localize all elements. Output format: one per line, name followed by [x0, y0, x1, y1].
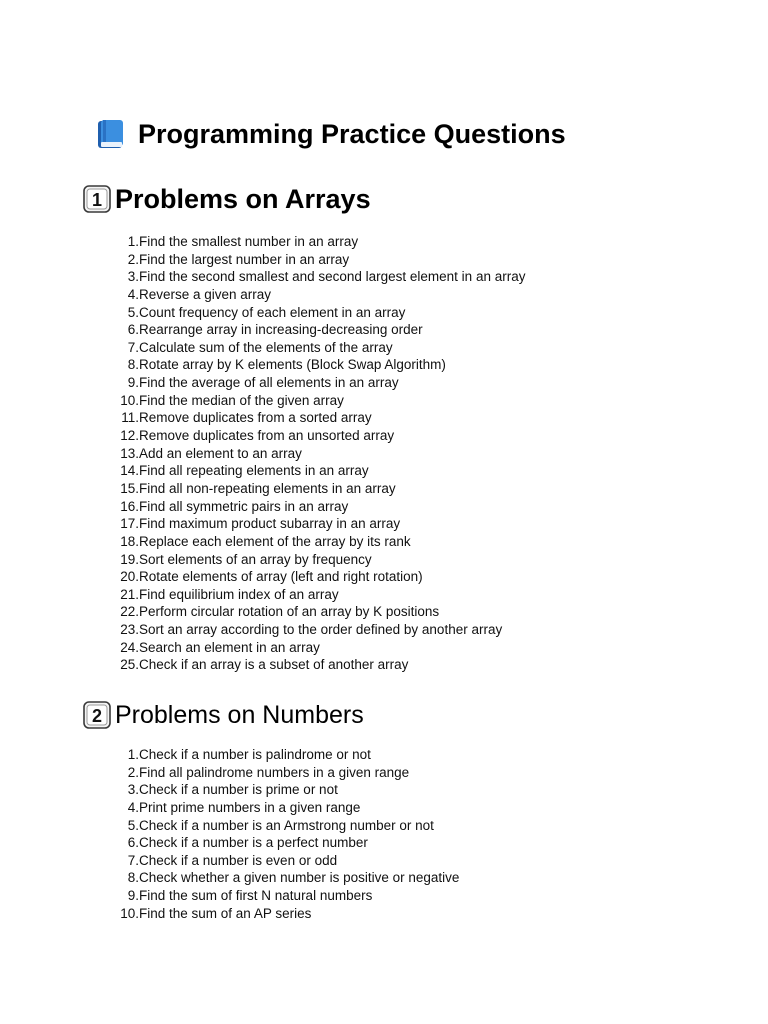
list-item-text: Find all repeating elements in an array	[139, 463, 369, 479]
list-item-number: 2.	[127, 764, 139, 780]
list-item-number: 24.	[120, 639, 139, 655]
list-item-number: 17.	[120, 516, 139, 532]
list-item-number: 12.	[120, 428, 139, 444]
blue-book-icon	[96, 118, 126, 150]
numbers-question-list	[112, 746, 459, 922]
list-item-text: Find the median of the given array	[139, 392, 344, 408]
list-item-number: 5.	[127, 817, 139, 833]
keycap-number: 1	[91, 190, 103, 210]
list-item-number: 13.	[120, 445, 139, 461]
list-item-text: Rotate elements of array (left and right rotation)	[139, 569, 423, 585]
list-item-number: 3.	[127, 782, 139, 798]
list-item-number: 11.	[121, 410, 139, 426]
list-item	[112, 551, 525, 569]
list-item	[112, 286, 525, 304]
list-item-number: 1.	[127, 747, 139, 762]
list-item	[112, 603, 525, 621]
list-item	[112, 905, 459, 923]
document-title	[96, 114, 566, 154]
list-item	[112, 339, 525, 357]
list-item	[112, 304, 525, 322]
list-item-number: 4.	[127, 799, 139, 815]
list-item-number: 6.	[127, 322, 139, 338]
list-item-number: 10.	[120, 392, 139, 408]
list-item-text: Remove duplicates from an unsorted array	[139, 428, 395, 444]
list-item-text: Find the sum of first N natural numbers	[139, 888, 373, 904]
list-item	[112, 321, 525, 339]
list-item-text: Reverse a given array	[139, 286, 272, 302]
section-heading-text: Problems on Numbers	[115, 700, 364, 729]
list-item	[112, 233, 525, 251]
list-item	[112, 869, 459, 887]
list-item-text: Find the largest number in an array	[139, 251, 350, 267]
list-item	[112, 887, 459, 905]
keycap-1-icon	[83, 185, 111, 213]
list-item-text: Find all symmetric pairs in an array	[139, 498, 349, 514]
list-item-text: Check if a number is even or odd	[139, 852, 338, 868]
list-item-text: Sort an array according to the order defined by another array	[139, 622, 503, 638]
list-item	[112, 764, 459, 782]
section-heading-arrays	[83, 180, 371, 218]
list-item-text: Search an element in an array	[139, 639, 320, 655]
list-item-number: 15.	[120, 480, 139, 496]
list-item-text: Remove duplicates from a sorted array	[139, 410, 372, 426]
list-item-text: Check if a number is an Armstrong number or not	[139, 817, 434, 833]
document-title-text: Programming Practice Questions	[138, 118, 566, 149]
list-item-number: 9.	[127, 375, 139, 391]
list-item-number: 8.	[127, 357, 139, 373]
list-item	[112, 533, 525, 551]
list-item-text: Check if a number is prime or not	[139, 782, 338, 798]
list-item-text: Find equilibrium index of an array	[139, 586, 339, 602]
list-item-number: 7.	[127, 339, 139, 355]
list-item-number: 3.	[127, 269, 139, 285]
list-item	[112, 568, 525, 586]
keycap-2-icon	[83, 701, 111, 729]
list-item	[112, 781, 459, 799]
list-item-text: Perform circular rotation of an array by K positions	[139, 604, 440, 620]
list-item	[112, 427, 525, 445]
list-item	[112, 852, 459, 870]
list-item-number: 2.	[127, 251, 139, 267]
list-item	[112, 621, 525, 639]
list-item	[112, 480, 525, 498]
list-item-number: 8.	[127, 870, 139, 886]
list-item-number: 1.	[127, 234, 139, 249]
list-item-text: Check if a number is a perfect number	[139, 835, 368, 851]
list-item	[112, 746, 459, 764]
list-item-number: 4.	[127, 286, 139, 302]
list-item-number: 19.	[120, 551, 139, 567]
list-item-number: 7.	[127, 852, 139, 868]
list-item-text: Check if a number is palindrome or not	[139, 747, 371, 762]
list-item-number: 14.	[120, 463, 139, 479]
keycap-number: 2	[91, 706, 103, 726]
list-item	[112, 445, 525, 463]
list-item-number: 6.	[127, 835, 139, 851]
list-item-text: Add an element to an array	[139, 445, 302, 461]
list-item	[112, 374, 525, 392]
list-item	[112, 356, 525, 374]
arrays-question-list	[112, 233, 525, 674]
list-item-text: Check whether a given number is positive or negative	[139, 870, 460, 886]
list-item	[112, 392, 525, 410]
list-item	[112, 268, 525, 286]
list-item	[112, 656, 525, 674]
list-item-number: 10.	[120, 905, 139, 921]
list-item-number: 21.	[120, 586, 139, 602]
list-item-text: Find the sum of an AP series	[139, 905, 312, 921]
list-item	[112, 639, 525, 657]
list-item-text: Find the average of all elements in an array	[139, 375, 399, 391]
list-item-text: Rearrange array in increasing-decreasing order	[139, 322, 423, 338]
list-item-number: 16.	[120, 498, 139, 514]
list-item-text: Print prime numbers in a given range	[139, 799, 361, 815]
list-item-text: Find maximum product subarray in an array	[139, 516, 401, 532]
list-item-text: Check if an array is a subset of another array	[139, 657, 409, 673]
list-item	[112, 834, 459, 852]
list-item	[112, 409, 525, 427]
list-item	[112, 799, 459, 817]
list-item	[112, 586, 525, 604]
section-heading-text: Problems on Arrays	[115, 183, 371, 214]
list-item	[112, 498, 525, 516]
section-heading-numbers	[83, 698, 364, 732]
list-item-text: Find the second smallest and second largest element in an array	[139, 269, 526, 285]
list-item-text: Calculate sum of the elements of the array	[139, 339, 393, 355]
list-item	[112, 462, 525, 480]
list-item-number: 25.	[120, 657, 139, 673]
list-item-text: Find all palindrome numbers in a given range	[139, 764, 410, 780]
list-item-number: 20.	[120, 569, 139, 585]
list-item-text: Sort elements of an array by frequency	[139, 551, 372, 567]
list-item-number: 22.	[120, 604, 139, 620]
list-item-text: Count frequency of each element in an array	[139, 304, 406, 320]
list-item-number: 23.	[120, 622, 139, 638]
list-item-number: 18.	[120, 533, 139, 549]
list-item-text: Find the smallest number in an array	[139, 234, 359, 249]
list-item	[112, 515, 525, 533]
list-item-number: 5.	[127, 304, 139, 320]
list-item	[112, 251, 525, 269]
list-item	[112, 817, 459, 835]
list-item-text: Find all non-repeating elements in an array	[139, 480, 396, 496]
list-item-text: Replace each element of the array by its rank	[139, 533, 411, 549]
list-item-number: 9.	[127, 888, 139, 904]
list-item-text: Rotate array by K elements (Block Swap Algorithm)	[139, 357, 446, 373]
